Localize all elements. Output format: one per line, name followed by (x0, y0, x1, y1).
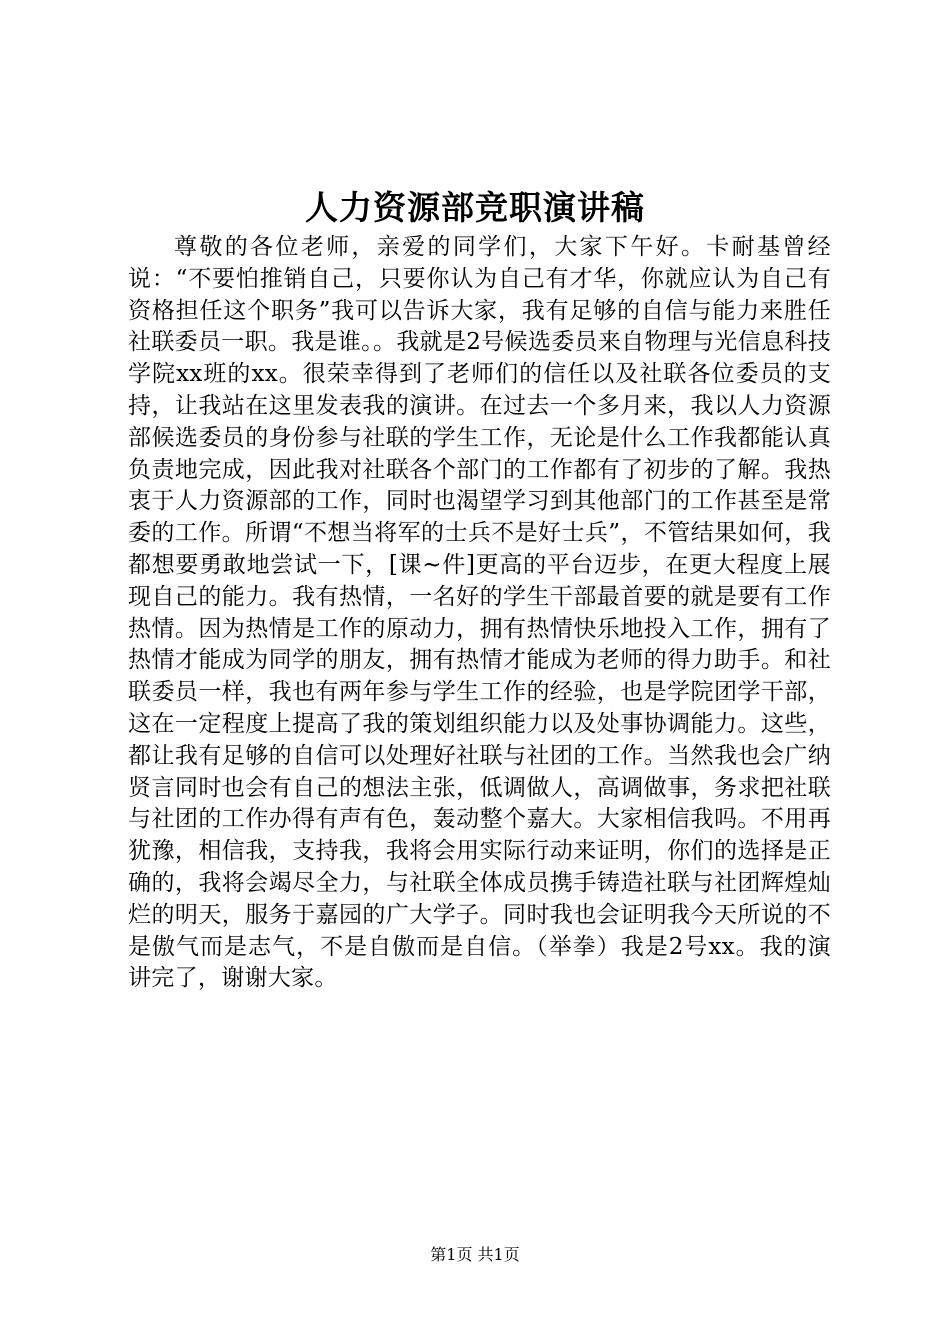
page-footer: 第1页 共1页 (430, 1245, 520, 1264)
document-title: 人力资源部竞职演讲稿 (305, 188, 645, 227)
document-body: 尊敬的各位老师，亲爱的同学们，大家下午好。卡耐基曾经说：“不要怕推销自己，只要你认为自己有才华，你就应认为自己有资格担任这个职务”我可以告诉大家，我有足够的自信与能力来胜任社联委员一职。我是谁。。我就是2号候选委员来自物理与光信息科技学院xx班的xx。很荣幸得到了老师们的信任以及社联各位委员的支持，让我站在这里发表我的演讲。在过去一个多月来，我以人力资源部候选委员的身份参与社联的学生工作，无论是什么工作我都能认真负责地完成，因此我对社联各个部门的工作都有了初步的了解。我热衷于人力资源部的工作，同时也渴望学习到其他部门的工作甚至是常委的工作。所谓“不想当将军的士兵不是好士兵”，不管结果如何，我都想要勇敢地尝试一下，[课~件]更高的平台迈步，在更大程度上展现自己的能力。我有热情，一名好的学生干部最首要的就是要有工作热情。因为热情是工作的原动力，拥有热情快乐地投入工作，拥有了热情才能成为同学的朋友，拥有热情才能成为老师的得力助手。和社联委员一样，我也有两年参与学生工作的经验，也是学院团学干部，这在一定程度上提高了我的策划组织能力以及处事协调能力。这些，都让我有足够的自信可以处理好社联与社团的工作。当然我也会广纳贤言同时也会有自己的想法主张，低调做人，高调做事，务求把社联与社团的工作办得有声有色，轰动整个嘉大。大家相信我吗。不用再犹豫，相信我，支持我，我将会用实际行动来证明，你们的选择是正确的，我将会竭尽全力，与社联全体成员携手铸造社联与社团辉煌灿烂的明天，服务于嘉园的广大学子。同时我也会证明我今天所说的不是傲气而是志气，不是自傲而是自信。（举拳）我是2号xx。我的演讲完了，谢谢大家。 (128, 234, 831, 992)
